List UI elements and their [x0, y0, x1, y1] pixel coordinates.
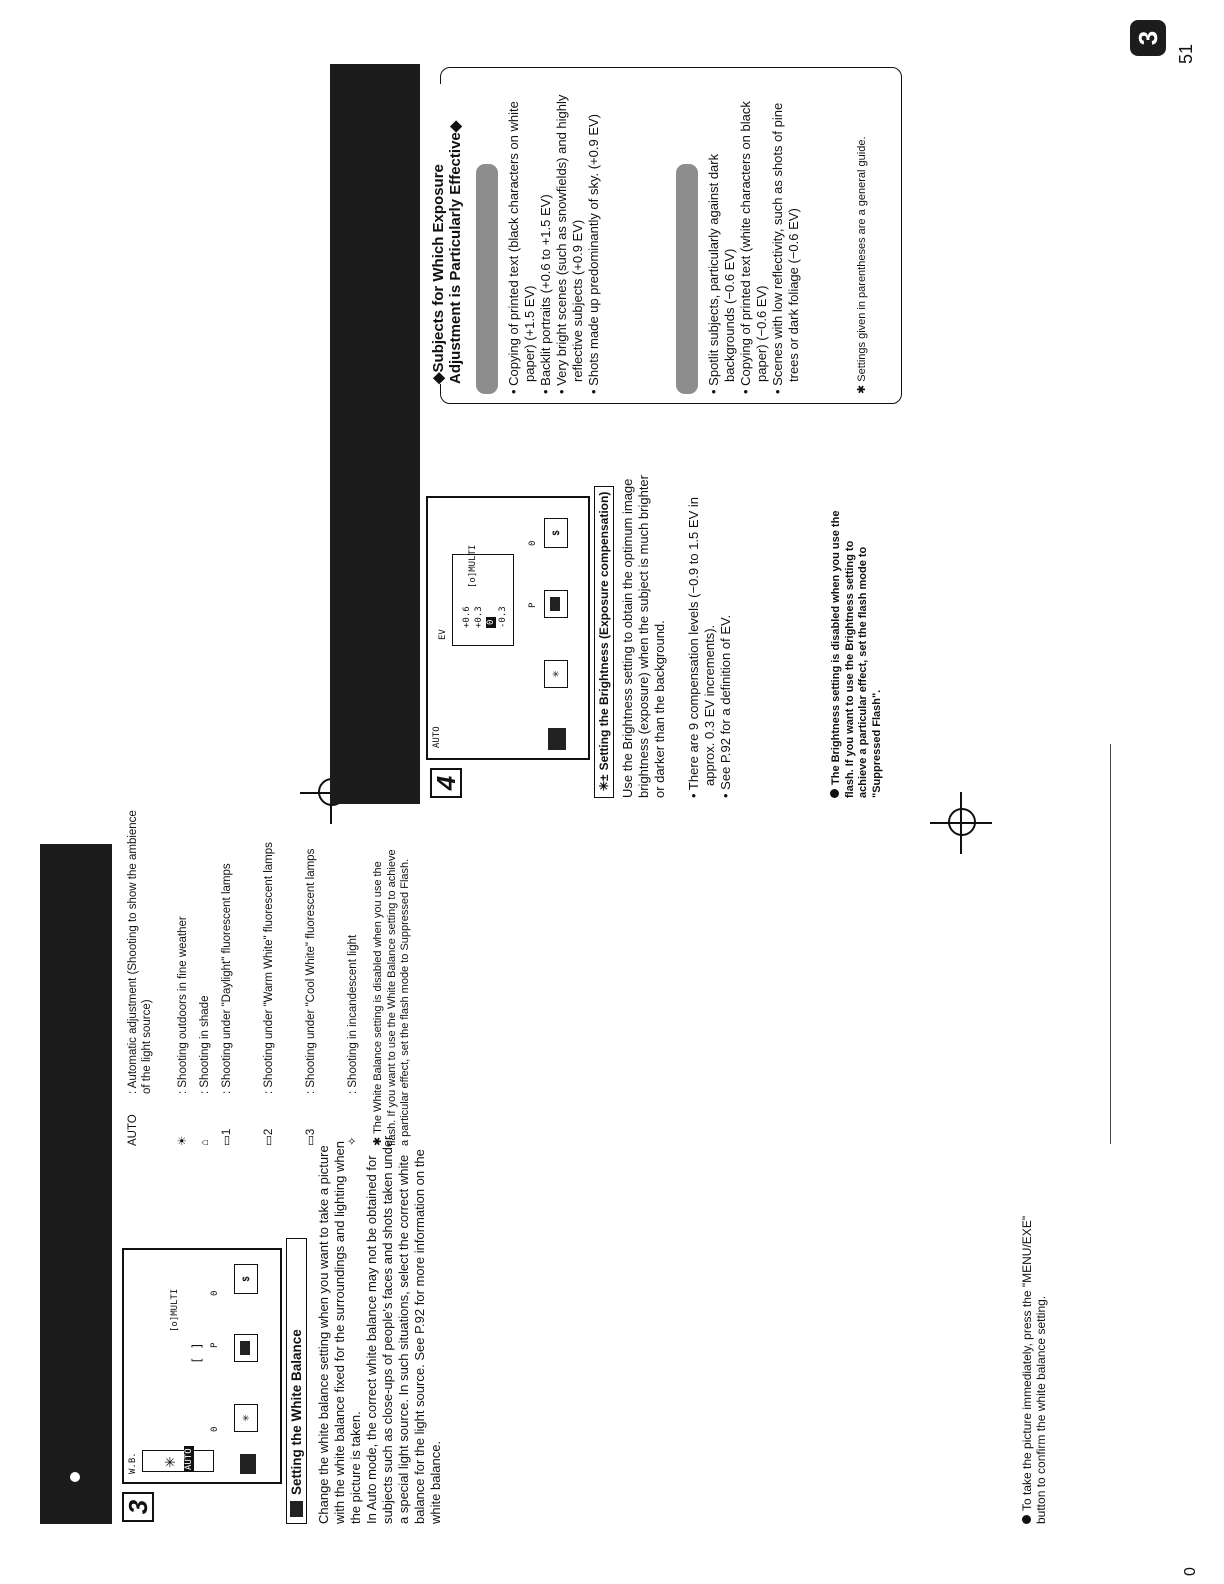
wb-option-text: : Shooting under "Cool White" fluorescent lamps — [305, 848, 317, 1094]
brightness-icon: ✳± — [597, 774, 611, 791]
exposure-tips-title: ◆Subjects for Which Exposure Adjustment is Particularly Effective◆ — [430, 84, 464, 384]
brightness-icon: ✳ — [234, 1404, 258, 1432]
tip-text: Copying of printed text (black characters on white paper) (+1.5 EV) — [506, 101, 537, 386]
tip-item: • Scenes with low reflectivity, such as shots of pine trees or dark foliage (−0.6 EV) — [770, 102, 801, 394]
wb-option-text: : Shooting in incandescent light — [347, 934, 359, 1094]
brightness-section-title — [594, 486, 614, 798]
tip-text: Shots made up predominantly of sky. (+0.9 EV) — [586, 114, 601, 386]
wb-option-auto — [126, 786, 170, 1146]
ev-value-3: 0 — [486, 617, 496, 628]
brightness-body: Use the Brightness setting to obtain the optimum image brightness (exposure) when the subject is much brighter or darker than the background. — [620, 475, 667, 798]
wb-flash-note: ✱ The White Balance setting is disabled when you use the flash. If you want to use the White Balance setting to achieve a particular effect, set the flash mode to Suppressed Flash. — [372, 849, 411, 1146]
chapter-tab — [1130, 20, 1166, 56]
plus-compensation-band — [476, 164, 498, 394]
step-number-4: 4 — [430, 768, 462, 798]
ev-label: EV — [438, 629, 448, 640]
fluorescent-1-icon: ▭1 — [221, 1128, 233, 1146]
wb-option-text: : Shooting under "Warm White" fluorescent lamps — [263, 842, 275, 1094]
tip-text: Very bright scenes (such as snowfields) and highly reflective subjects (+0.9 EV) — [554, 94, 585, 386]
zero-label: 0 — [210, 1426, 220, 1432]
auto-label: AUTO — [432, 726, 442, 748]
wb-option-warm-white — [262, 786, 292, 1146]
bottom-note-text: The Brightness setting is disabled when you use the flash. If you want to use the Brightness setting to achieve a particular effect, set the flash mode to "Suppressed Flash". — [830, 510, 883, 798]
page-number: 51 — [1176, 43, 1196, 64]
tip-item: • Copying of printed text (black characters on white paper) (+1.5 EV) — [506, 101, 537, 394]
white-balance-body: Change the white balance setting when you want to take a picture with the white balance fixed for the surroundings and lighting when the picture is taken. In Auto mode, the correct white balance may not be obtained for subjects such as close-ups of people's faces and shots taken under a special light source. In such situations, select the correct white balance for the light source. See P.92 for more information on the white balance. — [316, 1135, 443, 1524]
sidebar-footnote: ✱ Settings given in parentheses are a general guide. — [856, 136, 868, 394]
bullet-dot-icon — [1022, 1515, 1031, 1524]
tip-text: Scenes with low reflectivity, such as shots of pine trees or dark foliage (−0.6 EV) — [770, 102, 801, 386]
tip-item: • Spotlit subjects, particularly against dark backgrounds (−0.6 EV) — [706, 153, 737, 394]
bottom-note-text: To take the picture immediately, press the "MENU/EXE" button to confirm the white balance setting. — [1020, 1215, 1048, 1524]
flash-icon: $ — [544, 518, 568, 548]
white-balance-icon — [290, 1501, 303, 1517]
chapter-tab-number: 3 — [1133, 30, 1163, 46]
fluorescent-3-icon: ▭3 — [305, 1128, 317, 1146]
wb-option-text: : Shooting under "Daylight" fluorescent lamps — [221, 863, 233, 1094]
brightness-bullets — [686, 468, 734, 798]
step-number-3: 3 — [122, 1492, 154, 1522]
section-title-text: Setting the Brightness (Exposure compensation) — [597, 491, 611, 771]
ev-value-2: +0.3 — [474, 606, 484, 628]
tip-item: • Very bright scenes (such as snowfields) and highly reflective subjects (+0.9 EV) — [554, 94, 585, 394]
lcd-white-balance — [122, 1248, 282, 1484]
image-size-icon — [234, 1334, 258, 1362]
zero-b-label: 0 — [210, 1290, 220, 1296]
minus-compensation-band — [676, 164, 698, 394]
bullet-text: See P.92 for a definition of EV. — [718, 614, 733, 790]
wb-option-text: : Shooting in shade — [199, 995, 211, 1094]
section-title-text: Setting the White Balance — [289, 1329, 304, 1495]
scan-line — [1110, 744, 1111, 1144]
left-page-number: 0 — [1182, 1567, 1199, 1576]
wb-option-key: AUTO — [127, 1114, 139, 1146]
ev-value-4: -0.3 — [498, 606, 508, 628]
metering-mode: [o]MULTI — [468, 544, 478, 588]
ev-value-1: +0.6 — [462, 606, 472, 628]
white-balance-section-title — [286, 1238, 307, 1524]
ev-scale-box — [452, 554, 514, 646]
tip-item: • Copying of printed text (white characters on black paper) (−0.6 EV) — [738, 101, 769, 394]
p-label: P — [210, 1342, 220, 1348]
right-header-band — [330, 64, 420, 804]
brightness-icon: ✳ — [544, 660, 568, 688]
flash-icon: $ — [234, 1264, 258, 1294]
metering-mode: [o]MULTI — [170, 1288, 180, 1332]
wb-option-text: : Shooting outdoors in fine weather — [177, 916, 189, 1094]
bullet-dot-icon — [830, 789, 839, 798]
wb-option-text: : Automatic adjustment (Shooting to show the ambience of the light source) — [127, 810, 153, 1094]
bracket-label: [ ] — [190, 1342, 204, 1364]
fluorescent-2-icon: ▭2 — [263, 1128, 275, 1146]
shade-icon: ⌂ — [199, 1139, 211, 1146]
bullet-item: • There are 9 compensation levels (−0.9 to 1.5 EV in approx. 0.3 EV increments). — [686, 497, 717, 798]
auto-label: AUTO — [184, 1448, 194, 1470]
tip-text: Backlit portraits (+0.6 to +1.5 EV) — [538, 194, 553, 386]
wb-label: W.B. — [128, 1452, 138, 1474]
sun-icon: ✳ — [162, 1456, 178, 1468]
zero-label: 0 — [528, 540, 538, 546]
wb-option-shade — [198, 786, 214, 1146]
image-size-icon — [544, 590, 568, 618]
wb-mode-icon — [548, 728, 566, 750]
right-bottom-note — [830, 498, 884, 798]
tip-item: • Backlit portraits (+0.6 to +1.5 EV) — [538, 194, 553, 394]
wb-option-cool-white — [304, 786, 334, 1146]
left-header-band — [40, 844, 112, 1524]
minus-items-list — [706, 78, 802, 394]
wb-option-daylight — [220, 786, 250, 1146]
left-bottom-note — [1020, 1214, 1048, 1524]
wb-options-list — [126, 786, 456, 1146]
wb-option-fine — [176, 786, 192, 1146]
plus-items-list — [506, 78, 602, 394]
crop-mark-circle — [948, 808, 976, 836]
incandescent-icon: ✧ — [347, 1136, 359, 1146]
p-label: P — [528, 602, 538, 608]
bullet-item: • See P.92 for a definition of EV. — [718, 614, 733, 798]
tip-text: Copying of printed text (white characters on black paper) (−0.6 EV) — [738, 101, 769, 386]
tip-item: • Shots made up predominantly of sky. (+0.9 EV) — [586, 114, 601, 394]
bullet-dot-icon — [70, 1472, 80, 1482]
bullet-text: There are 9 compensation levels (−0.9 to 1.5 EV in approx. 0.3 EV increments). — [686, 497, 717, 791]
lcd-brightness — [426, 496, 590, 760]
tip-text: Spotlit subjects, particularly against dark backgrounds (−0.6 EV) — [706, 153, 737, 386]
wb-option-incandescent — [346, 786, 362, 1146]
sun-icon: ☀ — [177, 1135, 189, 1146]
wb-mode-icon — [240, 1454, 256, 1474]
